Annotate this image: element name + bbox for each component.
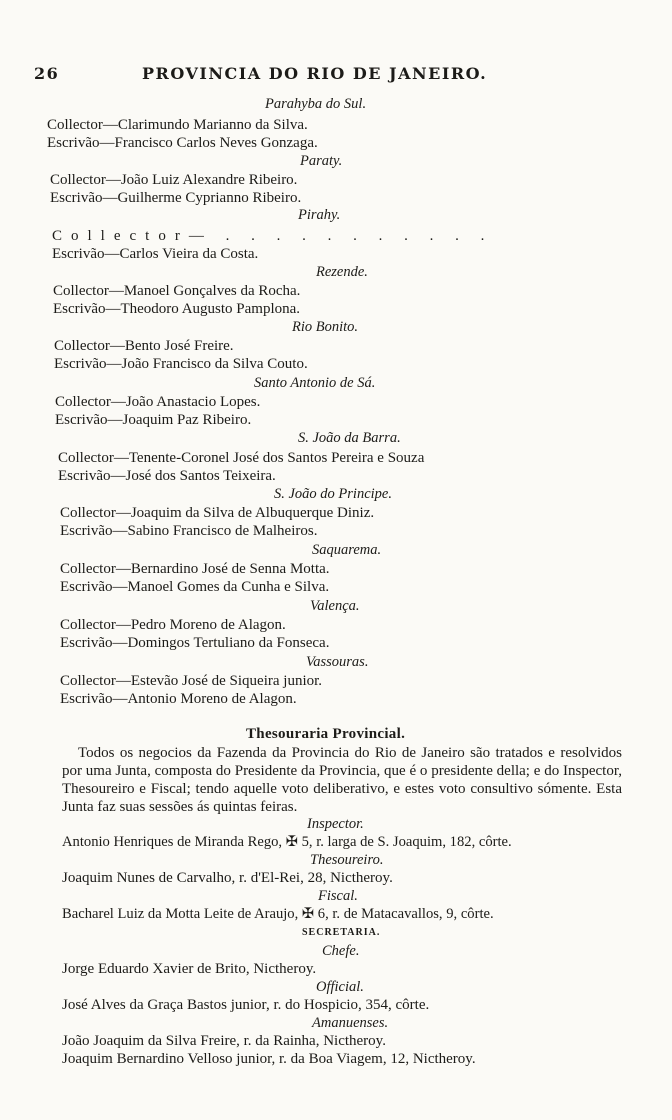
collector-line: Collector— . . . . . . . . . . .	[52, 228, 494, 244]
escrivao-line: Escrivão—Francisco Carlos Neves Gonzaga.	[47, 135, 318, 151]
person-line: Joaquim Nunes de Carvalho, r. d'El-Rei, 28, Nictheroy.	[62, 870, 393, 886]
person-line: João Joaquim da Silva Freire, r. da Rainha, Nictheroy.	[62, 1033, 386, 1049]
role-heading: Official.	[316, 979, 364, 995]
escrivao-line: Escrivão—Antonio Moreno de Alagon.	[60, 691, 297, 707]
escrivao-line: Escrivão—Guilherme Cyprianno Ribeiro.	[50, 190, 302, 206]
role-heading: Inspector.	[307, 816, 364, 832]
paragraph-text: Todos os negocios da Fazenda da Provincia do Rio de Janeiro são tratados e resolvidos por uma Junta, composta do Presidente da Provincia, que é o presidente della; e do Inspector, Thesoureiro e Fiscal; tendo aquelle voto deliberativo, e estes voto consultivo sómente. Esta Junta faz suas sessões ás quintas feiras.	[62, 745, 622, 815]
role-heading: Amanuenses.	[312, 1015, 389, 1031]
collector-line: Collector—Bento José Freire.	[54, 338, 234, 354]
collector-line: Collector—João Luiz Alexandre Ribeiro.	[50, 172, 298, 188]
page-number: 26	[34, 64, 60, 83]
collector-line: Collector—Manoel Gonçalves da Rocha.	[53, 283, 301, 299]
escrivao-line: Escrivão—Manoel Gomes da Cunha e Silva.	[60, 579, 330, 595]
collector-line: Collector—Pedro Moreno de Alagon.	[60, 617, 286, 633]
place-heading: Rezende.	[316, 264, 368, 280]
escrivao-line: Escrivão—Carlos Vieira da Costa.	[52, 246, 259, 262]
page-title: PROVINCIA DO RIO DE JANEIRO.	[142, 64, 488, 83]
page-header	[34, 64, 654, 88]
escrivao-line: Escrivão—Sabino Francisco de Malheiros.	[60, 523, 318, 539]
collector-line: Collector—João Anastacio Lopes.	[55, 394, 261, 410]
escrivao-line: Escrivão—João Francisco da Silva Couto.	[54, 356, 308, 372]
person-line: Joaquim Bernardino Velloso junior, r. da Boa Viagem, 12, Nictheroy.	[62, 1051, 476, 1067]
place-heading: Rio Bonito.	[292, 319, 359, 335]
person-line: Jorge Eduardo Xavier de Brito, Nictheroy.	[62, 961, 317, 977]
place-heading: Valença.	[310, 598, 360, 614]
person-line: Bacharel Luiz da Motta Leite de Araujo, ✠ 6, r. de Matacavallos, 9, côrte.	[62, 906, 494, 922]
place-heading: S. João do Principe.	[274, 486, 392, 502]
collector-line: Collector—Joaquim da Silva de Albuquerque Diniz.	[60, 505, 375, 521]
escrivao-line: Escrivão—Joaquim Paz Ribeiro.	[55, 412, 252, 428]
place-heading: S. João da Barra.	[298, 430, 401, 446]
place-heading: Vassouras.	[306, 654, 369, 670]
escrivao-line: Escrivão—Domingos Tertuliano da Fonseca.	[60, 635, 330, 651]
thesouraria-paragraph	[62, 744, 622, 816]
place-heading: Paraty.	[300, 153, 343, 169]
person-line: Antonio Henriques de Miranda Rego, ✠ 5, r. larga de S. Joaquim, 182, côrte.	[62, 834, 512, 850]
collector-line: Collector—Tenente-Coronel José dos Santos Pereira e Souza	[58, 450, 425, 466]
person-line: José Alves da Graça Bastos junior, r. do Hospicio, 354, côrte.	[62, 997, 430, 1013]
place-heading: Pirahy.	[298, 207, 341, 223]
place-heading: Saquarema.	[312, 542, 382, 558]
role-heading: Chefe.	[322, 943, 360, 959]
role-heading: Fiscal.	[318, 888, 358, 904]
collector-line: Collector—Estevão José de Siqueira junior.	[60, 673, 323, 689]
escrivao-line: Escrivão—Theodoro Augusto Pamplona.	[53, 301, 301, 317]
collector-line: Collector—Bernardino José de Senna Motta.	[60, 561, 330, 577]
collector-line: Collector—Clarimundo Marianno da Silva.	[47, 117, 308, 133]
section-title: Thesouraria Provincial.	[246, 726, 406, 742]
place-heading: Santo Antonio de Sá.	[254, 375, 376, 391]
place-heading: Parahyba do Sul.	[265, 96, 367, 112]
role-heading: Thesoureiro.	[310, 852, 384, 868]
escrivao-line: Escrivão—José dos Santos Teixeira.	[58, 468, 276, 484]
subsection-heading: SECRETARIA.	[302, 927, 381, 938]
